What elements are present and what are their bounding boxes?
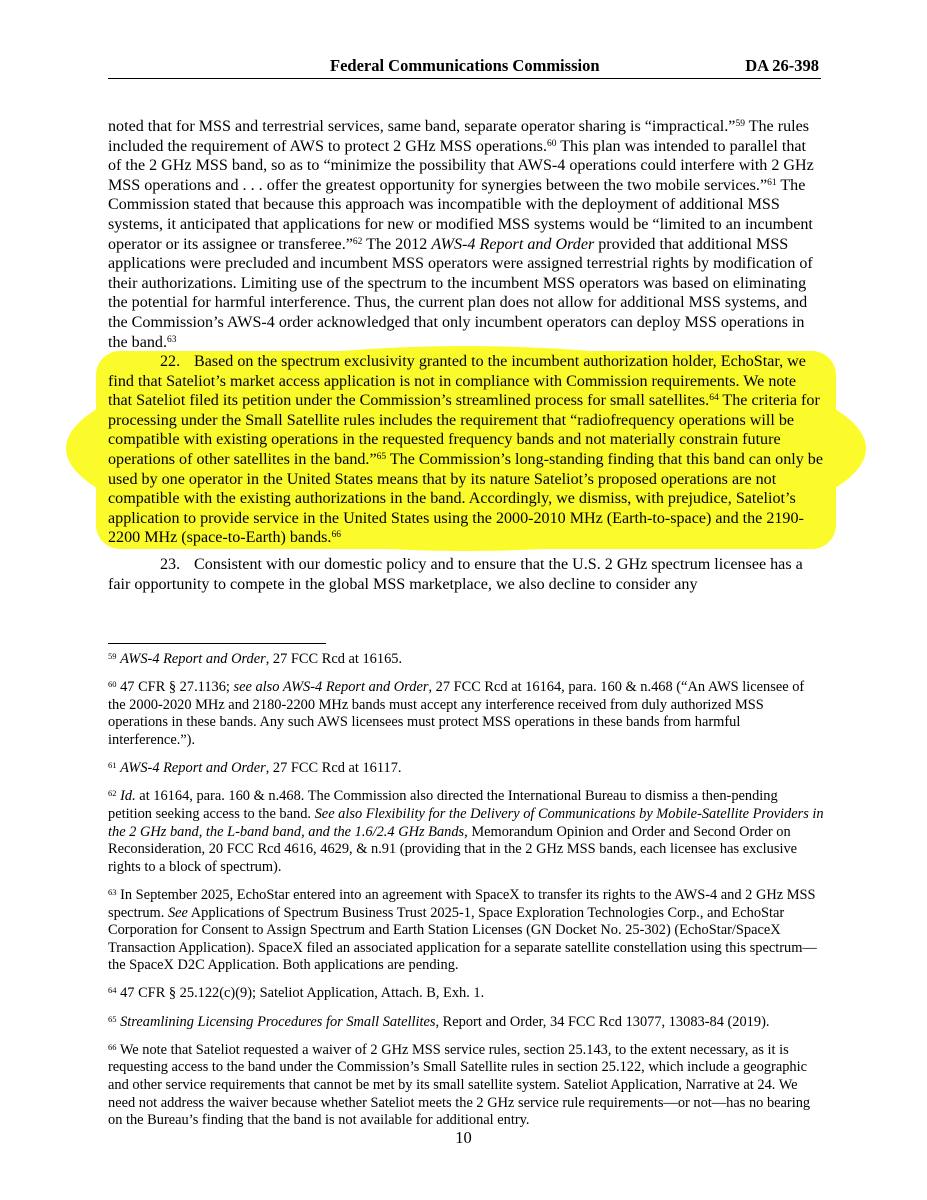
footnote-ref-63[interactable]: 63	[167, 334, 177, 345]
citation-title: See also Flexibility for the Delivery of Communications by Mobile-Satellite Providers in the 2 GHz band, the L-band band, and the 1.6/2.4 GHz Bands	[108, 805, 824, 840]
text: In September 2025, EchoStar entered into an agreement with SpaceX to transfer its rights to the AWS-4 and 2 GHz MSS spectrum.	[108, 886, 816, 921]
paragraph-number: 23.	[160, 556, 181, 573]
text: , 27 FCC Rcd at 16165.	[265, 651, 403, 667]
footnote-ref-66[interactable]: 66	[331, 530, 341, 541]
text: Consistent with our domestic policy and to ensure that the U.S. 2 GHz spectrum licensee has a fair opportunity to compete in the global MSS marketplace, we also decline to consider any	[108, 556, 803, 593]
footnote-60	[108, 679, 824, 749]
paragraph-intro	[108, 117, 823, 352]
text: The criteria for processing under the Small Satellite rules includes the requirement that “radiofrequency operations will be compatible with existing operations in the requested frequency bands and not materially constrain future operations of other satellites in the band.”	[108, 392, 820, 468]
text: provided that additional MSS applications were precluded and incumbent MSS operators were assigned terrestrial rights by modification of their authorizations. Limiting use of the spectrum to the incumbent MSS operators was based on eliminating the potential for harmful interference. Thus, the current plan does not allow for additional MSS systems, and the Commission’s AWS-4 order acknowledged that only incumbent operators can deploy MSS operations in the band.	[108, 235, 813, 351]
paragraph-number: 22.	[160, 353, 181, 370]
text: noted that for MSS and terrestrial services, same band, separate operator sharing is “impractical.”	[108, 118, 736, 135]
text: Applications of Spectrum Business Trust 2025-1, Space Exploration Technologies Corp., and EchoStar Corporation for Consent to Assign Spectrum and Earth Station Licenses (GN Docket No. 25-302) (EchoStar/SpaceX Transaction Application). SpaceX filed an associated application for a separate satellite constellation using this spectrum—the SpaceX D2C Application. Both applications are pending.	[108, 904, 817, 974]
citation-title: See	[167, 904, 188, 921]
text: The rules included the requirement of AWS to protect 2 GHz MSS operations.	[108, 118, 809, 155]
citation-title: see also AWS-4 Report and Order	[233, 679, 429, 696]
footnote-number: 61	[108, 760, 117, 771]
footnote-ref-65[interactable]: 65	[376, 451, 387, 462]
footnote-number: 64	[108, 985, 117, 996]
citation-title: Id.	[120, 788, 136, 805]
footnote-ref-59[interactable]: 59	[735, 119, 745, 129]
footnote-separator	[108, 643, 326, 644]
footnote-number: 65	[108, 1013, 117, 1024]
footnote-64	[108, 985, 824, 1003]
footnote-number: 66	[108, 1041, 117, 1052]
footnote-63	[108, 887, 824, 975]
page-number: 10	[455, 1128, 472, 1147]
text: , Memorandum Opinion and Order and Second Order on Reconsideration, 20 FCC Rcd 4616, 4629, & n.91 (providing that in the 2 GHz MSS bands, each licensee has exclusive rights to a block of spectrum).	[108, 823, 798, 875]
footnote-ref-60[interactable]: 60	[546, 138, 557, 149]
text: , 27 FCC Rcd at 16117.	[265, 760, 402, 777]
footnote-59	[108, 651, 824, 669]
footnote-number: 63	[108, 886, 117, 897]
text: This plan was intended to parallel that of the 2 GHz MSS band, so as to “minimize the possibility that AWS-4 operations could interfere with 2 GHz MSS operations and . . . offer the greatest opportunity for synergies between the two mobile services.”	[108, 137, 814, 194]
paragraph-23	[108, 555, 823, 594]
footnote-number: 59	[108, 651, 117, 661]
citation-title: AWS-4 Report and Order	[120, 760, 266, 777]
text: The Commission’s long-standing finding that this band can only be used by one operator in the United States means that by its nature Sateliot’s proposed operations are not compatible with the existing authorizations in the band. Accordingly, we dismiss, with prejudice, Sateliot’s application to provide service in the United States using the 2000-2010 MHz (Earth-to-space) and the 2190-2200 MHz (space-to-Earth) bands.	[108, 450, 823, 547]
document-number: DA 26-398	[745, 56, 819, 75]
footnote-ref-62[interactable]: 62	[352, 236, 363, 247]
text: , 27 FCC Rcd at 16164, para. 160 & n.468 (“An AWS licensee of the 2000-2020 MHz and 2180-2200 MHz bands must accept any interference received from duly authorized MSS operations in these bands. Any such AWS licensees must protect MSS operations in these bands from harmful interference.”).	[108, 679, 805, 748]
footnote-62	[108, 788, 824, 876]
text: 47 CFR § 27.1136;	[116, 679, 234, 696]
paragraph-22	[108, 352, 823, 548]
footnote-number: 60	[108, 679, 117, 690]
case-citation: AWS-4 Report and Order	[431, 235, 595, 253]
footnote-ref-61[interactable]: 61	[767, 177, 777, 188]
text: We note that Sateliot requested a waiver of 2 GHz MSS service rules, section 25.143, to the extent necessary, as it is requesting access to the band under the Commission’s Small Satellite rules in section 25.122, which include a geographic and other service requirements that cannot be met by its small satellite system. Sateliot Application, Narrative at 24. We need not address the waiver because whether Sateliot meets the 2 GHz service rule requirements—or not—has no bearing on the Bureau’s finding that the band is not available for additional entry.	[108, 1041, 811, 1129]
citation-title: Streamlining Licensing Procedures for Small Satellites	[120, 1013, 436, 1030]
text: 47 CFR § 25.122(c)(9); Sateliot Application, Attach. B, Exh. 1.	[116, 985, 485, 1002]
footnotes	[108, 651, 824, 1140]
text: Based on the spectrum exclusivity granted to the incumbent authorization holder, EchoStar, we find that Sateliot’s market access application is not in compliance with Commission requirements. We note that Sateliot filed its petition under the Commission’s streamlined process for small satellites.	[108, 353, 806, 410]
footnote-61	[108, 760, 824, 778]
agency-name: Federal Communications Commission	[330, 56, 600, 75]
text: The Commission stated that because this approach was incompatible with the deployment of additional MSS systems, it anticipated that applications for new or modified MSS systems would be “limited to an incumbent operator or its assignee or transferee.”	[108, 176, 813, 253]
footnote-65	[108, 1014, 824, 1032]
footnote-66	[108, 1042, 824, 1130]
text: at 16164, para. 160 & n.468. The Commission also directed the International Bureau to dismiss a then-pending petition seeking access to the band.	[108, 788, 778, 822]
citation-title: AWS-4 Report and Order	[120, 651, 266, 667]
footnote-number: 62	[108, 788, 117, 799]
footnote-ref-64[interactable]: 64	[709, 393, 719, 404]
text: The 2012	[362, 235, 432, 253]
text: , Report and Order, 34 FCC Rcd 13077, 13083-84 (2019).	[435, 1013, 770, 1030]
page-header	[108, 56, 821, 79]
